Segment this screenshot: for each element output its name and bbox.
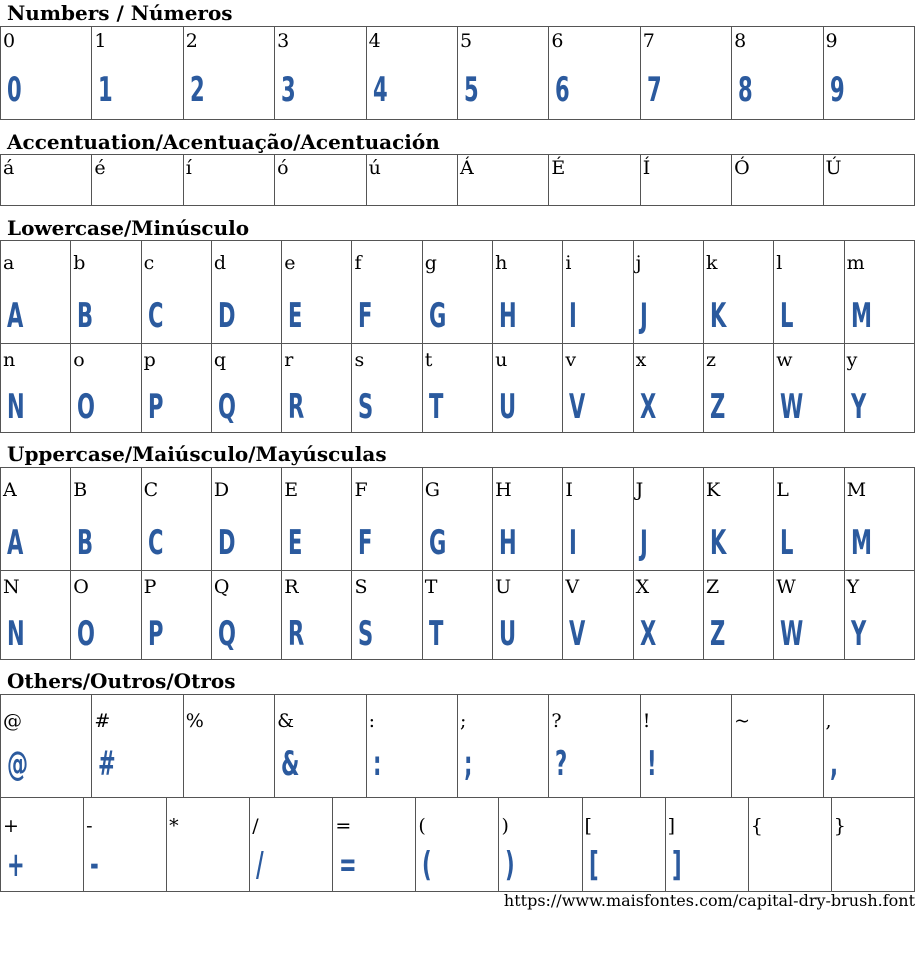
glyph-cell [774,468,844,571]
glyph-cell [563,344,633,433]
glyph-cell [703,468,773,571]
glyph-cell [141,571,211,660]
character-label: ] [667,815,676,837]
character-label: M [846,479,867,501]
glyph-cell [211,241,281,344]
glyph-cell [640,155,731,206]
brush-glyph-sample: V [569,614,586,654]
glyph-cell [633,241,703,344]
brush-glyph-sample: A [7,523,23,563]
character-label: 1 [94,30,107,52]
brush-glyph-sample: U [499,614,516,654]
character-label: o [73,349,85,371]
glyph-cell [183,27,274,120]
brush-glyph-sample: I [569,296,577,336]
character-label: E [284,479,299,501]
character-label: { [750,815,763,837]
glyph-cell [1,241,71,344]
character-label: P [143,576,157,598]
character-label: & [277,710,295,732]
brush-glyph-sample: 2 [189,70,204,110]
glyph-cell [732,27,823,120]
brush-glyph-sample: T [428,614,443,654]
character-label: : [368,710,375,732]
glyph-cell [823,695,914,798]
character-label: r [284,349,294,371]
brush-glyph-sample: 6 [555,70,570,110]
character-label: t [424,349,433,371]
glyph-cell [141,468,211,571]
source-url[interactable]: https://www.maisfontes.com/capital-dry-brush.font [503,891,915,910]
brush-glyph-sample: P [147,387,163,427]
character-label: 2 [185,30,198,52]
character-label: n [3,349,16,371]
brush-glyph-sample: ) [505,845,515,885]
glyph-cell [352,344,422,433]
glyph-cell [665,798,748,892]
character-label: É [551,157,566,179]
brush-glyph-sample: G [428,296,446,336]
brush-glyph-sample: C [147,523,163,563]
glyph-cell [823,27,914,120]
character-label: S [354,576,368,598]
glyph-cell [633,571,703,660]
character-label: A [3,479,17,501]
character-label: z [705,349,716,371]
brush-glyph-sample: O [77,387,95,427]
character-label: / [252,815,259,837]
glyph-cell [366,155,457,206]
glyph-cell [1,468,71,571]
numbers-grid [0,26,915,120]
brush-glyph-sample: : [372,744,381,784]
glyph-cell [831,798,914,892]
character-label: @ [3,710,22,732]
brush-glyph-sample: S [358,387,374,427]
glyph-cell [563,571,633,660]
glyph-cell [84,798,167,892]
character-label: Ó [734,157,750,179]
brush-glyph-sample: H [499,296,517,336]
character-label: H [495,479,512,501]
character-label: í [185,157,192,179]
glyph-cell [457,695,548,798]
lowercase-grid-row-2 [0,343,915,433]
character-label: + [3,815,19,837]
character-label: 3 [277,30,290,52]
glyph-cell [493,344,563,433]
character-label: J [635,479,644,501]
character-label: a [3,252,15,274]
character-label: Q [213,576,230,598]
brush-glyph-sample: E [288,296,302,336]
brush-glyph-sample: # [98,744,116,784]
glyph-cell [633,344,703,433]
character-label: f [354,252,362,274]
glyph-cell [844,571,914,660]
glyph-cell [732,155,823,206]
brush-glyph-sample: X [639,387,656,427]
character-label: 4 [368,30,381,52]
character-label: T [424,576,438,598]
glyph-cell [92,155,183,206]
glyph-cell [211,571,281,660]
brush-glyph-sample: G [428,523,446,563]
character-label: Y [846,576,860,598]
glyph-cell [1,155,92,206]
character-label: e [284,252,296,274]
glyph-cell [183,695,274,798]
brush-glyph-sample: 1 [98,70,113,110]
uppercase-grid-row-2 [0,570,915,660]
character-label: O [73,576,89,598]
others-grid-row-1 [0,694,915,798]
character-label: ; [459,710,467,732]
glyph-cell [250,798,333,892]
character-label: ! [642,710,651,732]
glyph-cell [282,468,352,571]
brush-glyph-sample: 5 [463,70,479,110]
glyph-cell [211,468,281,571]
glyph-cell [549,695,640,798]
glyph-cell [703,571,773,660]
character-label: y [846,349,858,371]
glyph-cell [141,344,211,433]
character-label: U [495,576,512,598]
brush-glyph-sample: = [339,845,357,885]
brush-glyph-sample: + [7,845,25,885]
character-label: = [335,815,352,837]
uppercase-grid-row-1 [0,467,915,571]
brush-glyph-sample: K [709,296,726,336]
character-label: 6 [551,30,564,52]
character-label: * [169,815,179,837]
glyph-cell [774,571,844,660]
brush-glyph-sample: S [358,614,374,654]
brush-glyph-sample: V [569,387,586,427]
glyph-cell [333,798,416,892]
glyph-cell [640,695,731,798]
brush-glyph-sample: 3 [281,70,296,110]
character-label: V [565,576,580,598]
brush-glyph-sample: L [780,523,794,563]
glyph-cell [703,344,773,433]
character-label: b [73,252,86,274]
character-label: ? [551,710,562,732]
character-label: R [284,576,299,598]
character-label: h [495,252,508,274]
character-label: 7 [642,30,655,52]
character-label: q [213,349,227,371]
character-label: B [73,479,88,501]
glyph-cell [493,468,563,571]
glyph-cell [823,155,914,206]
glyph-cell [1,27,92,120]
brush-glyph-sample: N [7,614,25,654]
glyph-cell [582,798,665,892]
glyph-cell [549,27,640,120]
glyph-cell [275,27,366,120]
brush-glyph-sample: N [7,387,25,427]
others-grid-row-2 [0,797,915,892]
glyph-cell [748,798,831,892]
brush-glyph-sample: O [77,614,95,654]
brush-glyph-sample: / [256,845,264,885]
glyph-cell [774,241,844,344]
brush-glyph-sample: Y [850,387,866,427]
brush-glyph-sample: ; [463,744,472,784]
brush-glyph-sample: [ [588,845,598,885]
glyph-cell [183,155,274,206]
character-label: á [3,157,15,179]
brush-glyph-sample: A [7,296,23,336]
brush-glyph-sample: Q [217,614,236,654]
glyph-cell [493,571,563,660]
character-label: m [846,252,865,274]
brush-glyph-sample: B [77,523,93,563]
brush-glyph-sample: , [829,744,837,784]
brush-glyph-sample: Z [709,614,725,654]
brush-glyph-sample: X [639,614,656,654]
brush-glyph-sample: I [569,523,577,563]
glyph-cell [422,468,492,571]
glyph-cell [774,344,844,433]
character-label: w [776,349,793,371]
glyph-cell [640,27,731,120]
brush-glyph-sample: Q [217,387,236,427]
character-label: l [776,252,783,274]
character-label: } [833,815,846,837]
brush-glyph-sample: 0 [7,70,22,110]
character-label: p [143,349,156,371]
glyph-cell [71,344,141,433]
glyph-cell [282,571,352,660]
brush-glyph-sample: F [358,296,373,336]
glyph-cell [275,695,366,798]
character-label: v [565,349,577,371]
glyph-cell [92,27,183,120]
character-label: 5 [459,30,473,52]
brush-glyph-sample: K [709,523,726,563]
glyph-cell [275,155,366,206]
character-label: u [495,349,508,371]
character-label: ) [501,815,509,837]
character-label: % [185,710,204,732]
glyph-cell [282,241,352,344]
character-label: ( [418,815,426,837]
character-label: Á [459,157,474,179]
brush-glyph-sample: L [780,296,794,336]
brush-glyph-sample: 7 [646,70,661,110]
brush-glyph-sample: R [288,387,304,427]
character-label: I [565,479,573,501]
glyph-cell [282,344,352,433]
glyph-cell [1,571,71,660]
lowercase-heading: Lowercase/Minúsculo [7,216,250,240]
brush-glyph-sample: P [147,614,163,654]
glyph-cell [167,798,250,892]
character-label: Í [642,157,651,179]
character-label: ~ [734,710,751,732]
character-label: G [424,479,440,501]
glyph-cell [493,241,563,344]
glyph-cell [563,241,633,344]
character-label: c [143,252,155,274]
character-label: é [94,157,106,179]
glyph-cell [1,798,84,892]
glyph-cell [352,571,422,660]
brush-glyph-sample: ] [671,845,681,885]
character-label: L [776,479,789,501]
brush-glyph-sample: ( [422,845,432,885]
glyph-cell [352,468,422,571]
brush-glyph-sample: F [358,523,373,563]
character-label: X [635,576,650,598]
character-label: d [213,252,227,274]
glyph-cell [703,241,773,344]
character-label: Z [705,576,720,598]
brush-glyph-sample: Y [850,614,866,654]
character-label: j [635,252,642,274]
character-label: D [213,479,230,501]
glyph-cell [141,241,211,344]
character-label: ú [368,157,381,179]
character-label: k [705,252,718,274]
character-label: N [3,576,20,598]
glyph-cell [844,344,914,433]
brush-glyph-sample: 4 [372,70,387,110]
brush-glyph-sample: E [288,523,302,563]
glyph-cell [1,344,71,433]
glyph-cell [844,241,914,344]
glyph-cell [457,27,548,120]
brush-glyph-sample: W [780,387,803,427]
brush-glyph-sample: D [217,296,235,336]
character-label: 8 [734,30,747,52]
brush-glyph-sample: 9 [829,70,844,110]
glyph-cell [499,798,582,892]
brush-glyph-sample: M [850,296,871,336]
brush-glyph-sample: J [639,296,647,336]
character-label: i [565,252,572,274]
brush-glyph-sample: D [217,523,235,563]
brush-glyph-sample: & [281,744,299,784]
brush-glyph-sample: 8 [738,70,753,110]
numbers-heading: Numbers / Números [7,1,233,25]
brush-glyph-sample: C [147,296,163,336]
glyph-cell [71,571,141,660]
uppercase-heading: Uppercase/Maiúsculo/Mayúsculas [7,442,387,466]
glyph-cell [563,468,633,571]
character-label: g [424,252,437,274]
character-label: K [705,479,721,501]
glyph-cell [457,155,548,206]
brush-glyph-sample: H [499,523,517,563]
character-label: , [825,710,832,732]
glyph-cell [366,27,457,120]
brush-glyph-sample: W [780,614,803,654]
brush-glyph-sample: R [288,614,304,654]
glyph-cell [633,468,703,571]
character-label: C [143,479,159,501]
glyph-cell [422,571,492,660]
character-label: 0 [3,30,16,52]
glyph-cell [211,344,281,433]
brush-glyph-sample: Z [709,387,725,427]
character-label: # [94,710,111,732]
character-label: - [86,815,93,837]
glyph-cell [71,241,141,344]
glyph-cell [71,468,141,571]
character-label: 9 [825,30,838,52]
accentuation-heading: Accentuation/Acentuação/Acentuación [7,130,440,154]
glyph-cell [352,241,422,344]
glyph-cell [844,468,914,571]
brush-glyph-sample: - [90,845,99,885]
others-heading: Others/Outros/Otros [7,669,236,693]
brush-glyph-sample: B [77,296,93,336]
glyph-cell [366,695,457,798]
glyph-cell [416,798,499,892]
lowercase-grid-row-1 [0,240,915,344]
glyph-cell [1,695,92,798]
character-label: F [354,479,368,501]
character-label: ó [277,157,289,179]
brush-glyph-sample: T [428,387,443,427]
glyph-cell [92,695,183,798]
brush-glyph-sample: J [639,523,647,563]
character-label: s [354,349,365,371]
brush-glyph-sample: @ [7,744,28,784]
brush-glyph-sample: M [850,523,871,563]
character-label: x [635,349,647,371]
glyph-cell [732,695,823,798]
accentuation-grid [0,154,915,206]
glyph-cell [422,241,492,344]
brush-glyph-sample: ! [646,744,656,784]
character-label: W [776,576,796,598]
brush-glyph-sample: ? [555,744,567,784]
character-label: [ [584,815,592,837]
glyph-cell [549,155,640,206]
brush-glyph-sample: U [499,387,516,427]
glyph-cell [422,344,492,433]
character-label: Ú [825,157,842,179]
